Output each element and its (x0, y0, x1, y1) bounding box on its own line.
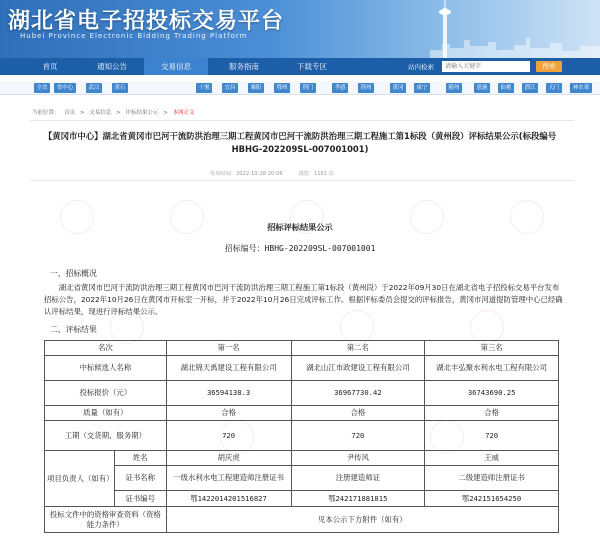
table-cell: 二级建造师注册证书 (425, 466, 559, 491)
table-row (45, 341, 559, 356)
region-chip[interactable]: 天门 (546, 83, 562, 93)
search-input[interactable] (442, 61, 530, 72)
table-cell: 湖北山江市政建设工程有限公司 (291, 356, 425, 381)
nav-home[interactable]: 首页 (42, 62, 58, 71)
divider (30, 120, 574, 121)
table-cell: 见本公示下方附件（如有） (166, 507, 558, 533)
result-table (44, 340, 559, 533)
region-bar (0, 81, 600, 95)
table-cell: 注册建造师证 (291, 466, 425, 491)
section-heading: 二、评标结果 (50, 325, 97, 334)
region-chip[interactable]: 宜昌 (222, 83, 238, 93)
overview-paragraph: 湖北省黄冈市巴河干流防洪治理三期工程黄冈市巴河干流防洪治理三期工程施工第1标段（黄州段）于2022年09月30日在湖北省电子招投标交易平台发布招标公告，2022年10月26日在黄冈市开标室一开标，并于2022年10月26日完成评标工作。根据评标委员会提交的评标报告，黄冈市河道提防管理中心已经确认评标结果，现进行评标结果公示。 (44, 283, 563, 316)
region-chip[interactable]: 十堰 (196, 83, 212, 93)
table-cell: 王威 (425, 451, 559, 466)
row-label: 中标候选人名称 (45, 356, 167, 381)
nav-downloads[interactable]: 下载专区 (297, 62, 327, 71)
table-cell: 鄂242151654250 (425, 491, 559, 507)
table-cell: 720 (425, 421, 559, 451)
doc-title: 招标评标结果公示 (267, 222, 333, 232)
breadcrumb-link[interactable]: 交易信息 (89, 110, 112, 116)
region-chip[interactable]: 襄阳 (248, 83, 264, 93)
divider (30, 180, 574, 181)
table-row (45, 381, 559, 406)
region-chip[interactable]: 省中心 (54, 83, 76, 93)
table-cell: 合格 (291, 406, 425, 421)
region-chip[interactable]: 咸宁 (414, 83, 430, 93)
region-chip[interactable]: 神农架 (570, 83, 592, 93)
region-chip[interactable]: 鄂州 (274, 83, 290, 93)
breadcrumb-sep: > (163, 110, 168, 116)
table-row (45, 507, 559, 533)
table-cell: 鄂242171881815 (291, 491, 425, 507)
breadcrumb-current: 本网正文 (172, 110, 195, 116)
table-cell: 一级水利水电工程建造师注册证书 (166, 466, 291, 491)
nav-service-guide[interactable]: 服务指南 (229, 62, 259, 71)
breadcrumb-link[interactable]: 首页 (64, 110, 76, 116)
search-button[interactable]: 搜索 (536, 61, 562, 72)
breadcrumb-link[interactable]: 评标结果公示 (125, 110, 159, 116)
table-header: 第三名 (425, 341, 559, 356)
table-cell: 胡庆虎 (166, 451, 291, 466)
section-heading: 一、招标概况 (50, 269, 97, 278)
table-row (45, 491, 559, 507)
article-title: 【黄冈市中心】湖北省黄冈市巴河干流防洪治理三期工程黄冈市巴河干流防洪治理三期工程施工第1标段（黄州段）评标结果公示(标段编号HBHG-202209SL-007001001) (43, 131, 557, 154)
region-chip[interactable]: 全省 (34, 83, 50, 93)
row-label: 工期（交货期、服务期） (45, 421, 167, 451)
table-cell: 鄂1422014201516827 (166, 491, 291, 507)
breadcrumb (32, 108, 198, 116)
table-header: 第一名 (166, 341, 291, 356)
region-chip[interactable]: 武汉 (86, 83, 102, 93)
publish-time: 发布时间：2022-10-28 20:06 (210, 171, 283, 177)
skyline-graphic (430, 36, 600, 58)
table-header: 第二名 (291, 341, 425, 356)
site-subtitle: Hubei Province Electronic Bidding Trading Platform (20, 32, 248, 40)
site-title: 湖北省电子招投标交易平台 (8, 9, 285, 34)
table-row (45, 406, 559, 421)
nav-notices[interactable]: 通知公告 (97, 62, 127, 71)
region-chip[interactable]: 黄石 (112, 83, 128, 93)
breadcrumb-sep: > (116, 110, 121, 116)
main-nav (0, 58, 600, 75)
sub-label: 姓名 (114, 451, 166, 466)
row-label: 投标文件中的资格审查资料（资格能力条件） (45, 507, 167, 533)
breadcrumb-sep: > (80, 110, 85, 116)
search-label: 站内检索 (408, 63, 434, 71)
breadcrumb-prefix: 当前位置： (32, 110, 60, 116)
table-cell: 湖北锦天禹建设工程有限公司 (166, 356, 291, 381)
table-cell: 合格 (425, 406, 559, 421)
row-label: 质量（如有） (45, 406, 167, 421)
region-chip[interactable]: 黄冈 (390, 83, 406, 93)
table-header: 名次 (45, 341, 167, 356)
region-chip[interactable]: 孝感 (332, 83, 348, 93)
region-chip[interactable]: 仙桃 (498, 83, 514, 93)
row-label: 投标报价（元） (45, 381, 167, 406)
site-banner (0, 0, 600, 58)
table-cell: 尹传风 (291, 451, 425, 466)
table-row (45, 451, 559, 466)
table-cell: 36967730.42 (291, 381, 425, 406)
article-meta (210, 170, 348, 177)
table-row (45, 466, 559, 491)
table-cell: 合格 (166, 406, 291, 421)
region-chip[interactable]: 荆州 (358, 83, 374, 93)
table-cell: 720 (291, 421, 425, 451)
region-chip[interactable]: 潜江 (522, 83, 538, 93)
tender-code: 招标编号：HBHG-202209SL-007001001 (224, 244, 376, 253)
region-chip[interactable]: 随州 (446, 83, 462, 93)
table-row (45, 356, 559, 381)
region-chip[interactable]: 恩施 (474, 83, 490, 93)
nav-trade-info[interactable]: 交易信息 (144, 58, 208, 75)
table-row (45, 421, 559, 451)
sub-label: 证书名称 (114, 466, 166, 491)
region-chip[interactable]: 荆门 (300, 83, 316, 93)
table-cell: 36594138.3 (166, 381, 291, 406)
table-cell: 36743690.25 (425, 381, 559, 406)
view-count: 浏览：1161 次 (298, 171, 334, 177)
table-cell: 湖北丰弘聚水利水电工程有限公司 (425, 356, 559, 381)
sub-label: 证书编号 (114, 491, 166, 507)
row-label: 项目负责人（如有） (45, 451, 115, 507)
table-cell: 720 (166, 421, 291, 451)
